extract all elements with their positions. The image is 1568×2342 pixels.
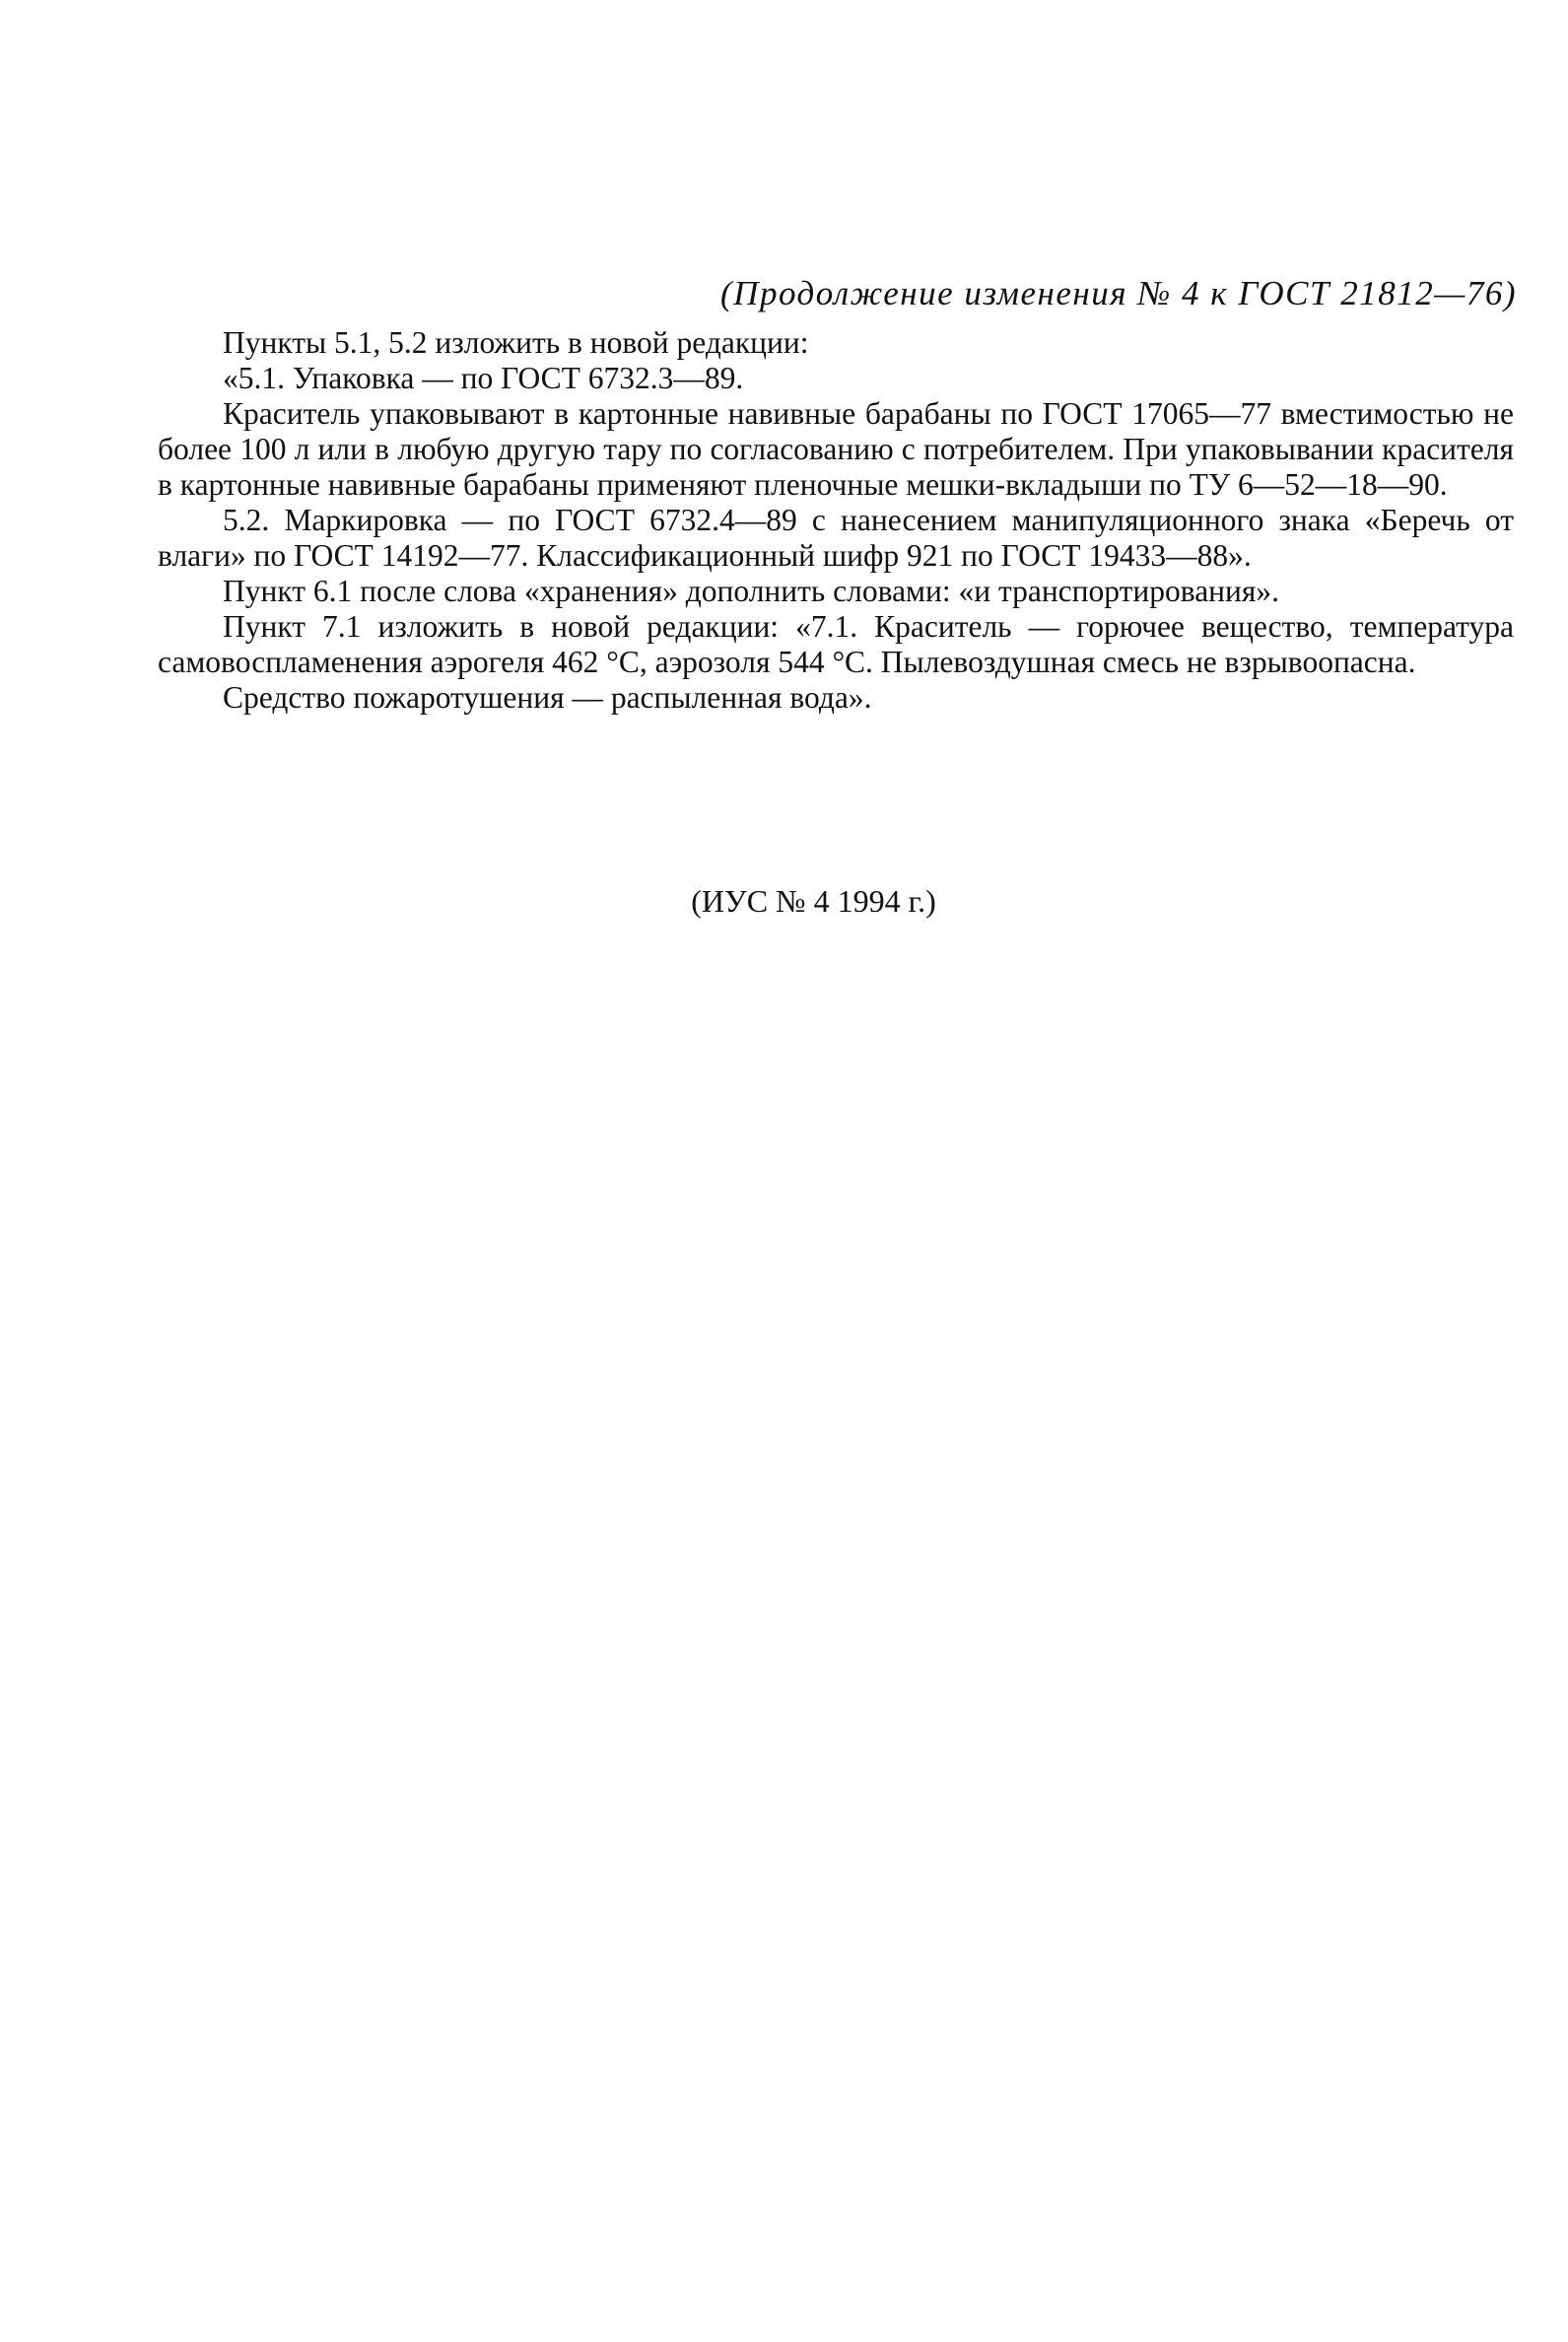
paragraph-item-7-1: Пункт 7.1 изложить в новой редакции: «7.1. Краситель — горючее вещество, температура самовоспламенения аэрогеля 462 °С, аэрозоля 544 °С. Пылевоздушная смесь не взрывоопасна. <box>158 609 1514 679</box>
source-reference: (ИУС № 4 1994 г.) <box>691 883 936 919</box>
paragraph-packaging: «5.1. Упаковка — по ГОСТ 6732.3—89. <box>223 361 744 395</box>
paragraph-packaging-details: Краситель упаковывают в картонные навивные барабаны по ГОСТ 17065—77 вместимостью не более 100 л или в любую другую тару по согласованию с потребителем. При упаковывании красителя в картонные навивные барабаны применяют пленочные мешки-вкладыши по ТУ 6—52—18—90. <box>158 396 1514 502</box>
paragraph-fire-extinguishing: Средство пожаротушения — распыленная вода». <box>223 680 872 715</box>
paragraph-item-6-1: Пункт 6.1 после слова «хранения» дополнить словами: «и транспортирования». <box>223 574 1279 608</box>
paragraph-items-intro: Пункты 5.1, 5.2 изложить в новой редакции: <box>223 325 809 360</box>
paragraph-marking: 5.2. Маркировка — по ГОСТ 6732.4—89 с нанесением манипуляционного знака «Беречь от влаги» по ГОСТ 14192—77. Классификационный шифр 921 по ГОСТ 19433—88». <box>158 503 1514 573</box>
continuation-header: (Продолжение изменения № 4 к ГОСТ 21812—76) <box>720 274 1517 312</box>
amendment-text <box>158 325 1514 716</box>
